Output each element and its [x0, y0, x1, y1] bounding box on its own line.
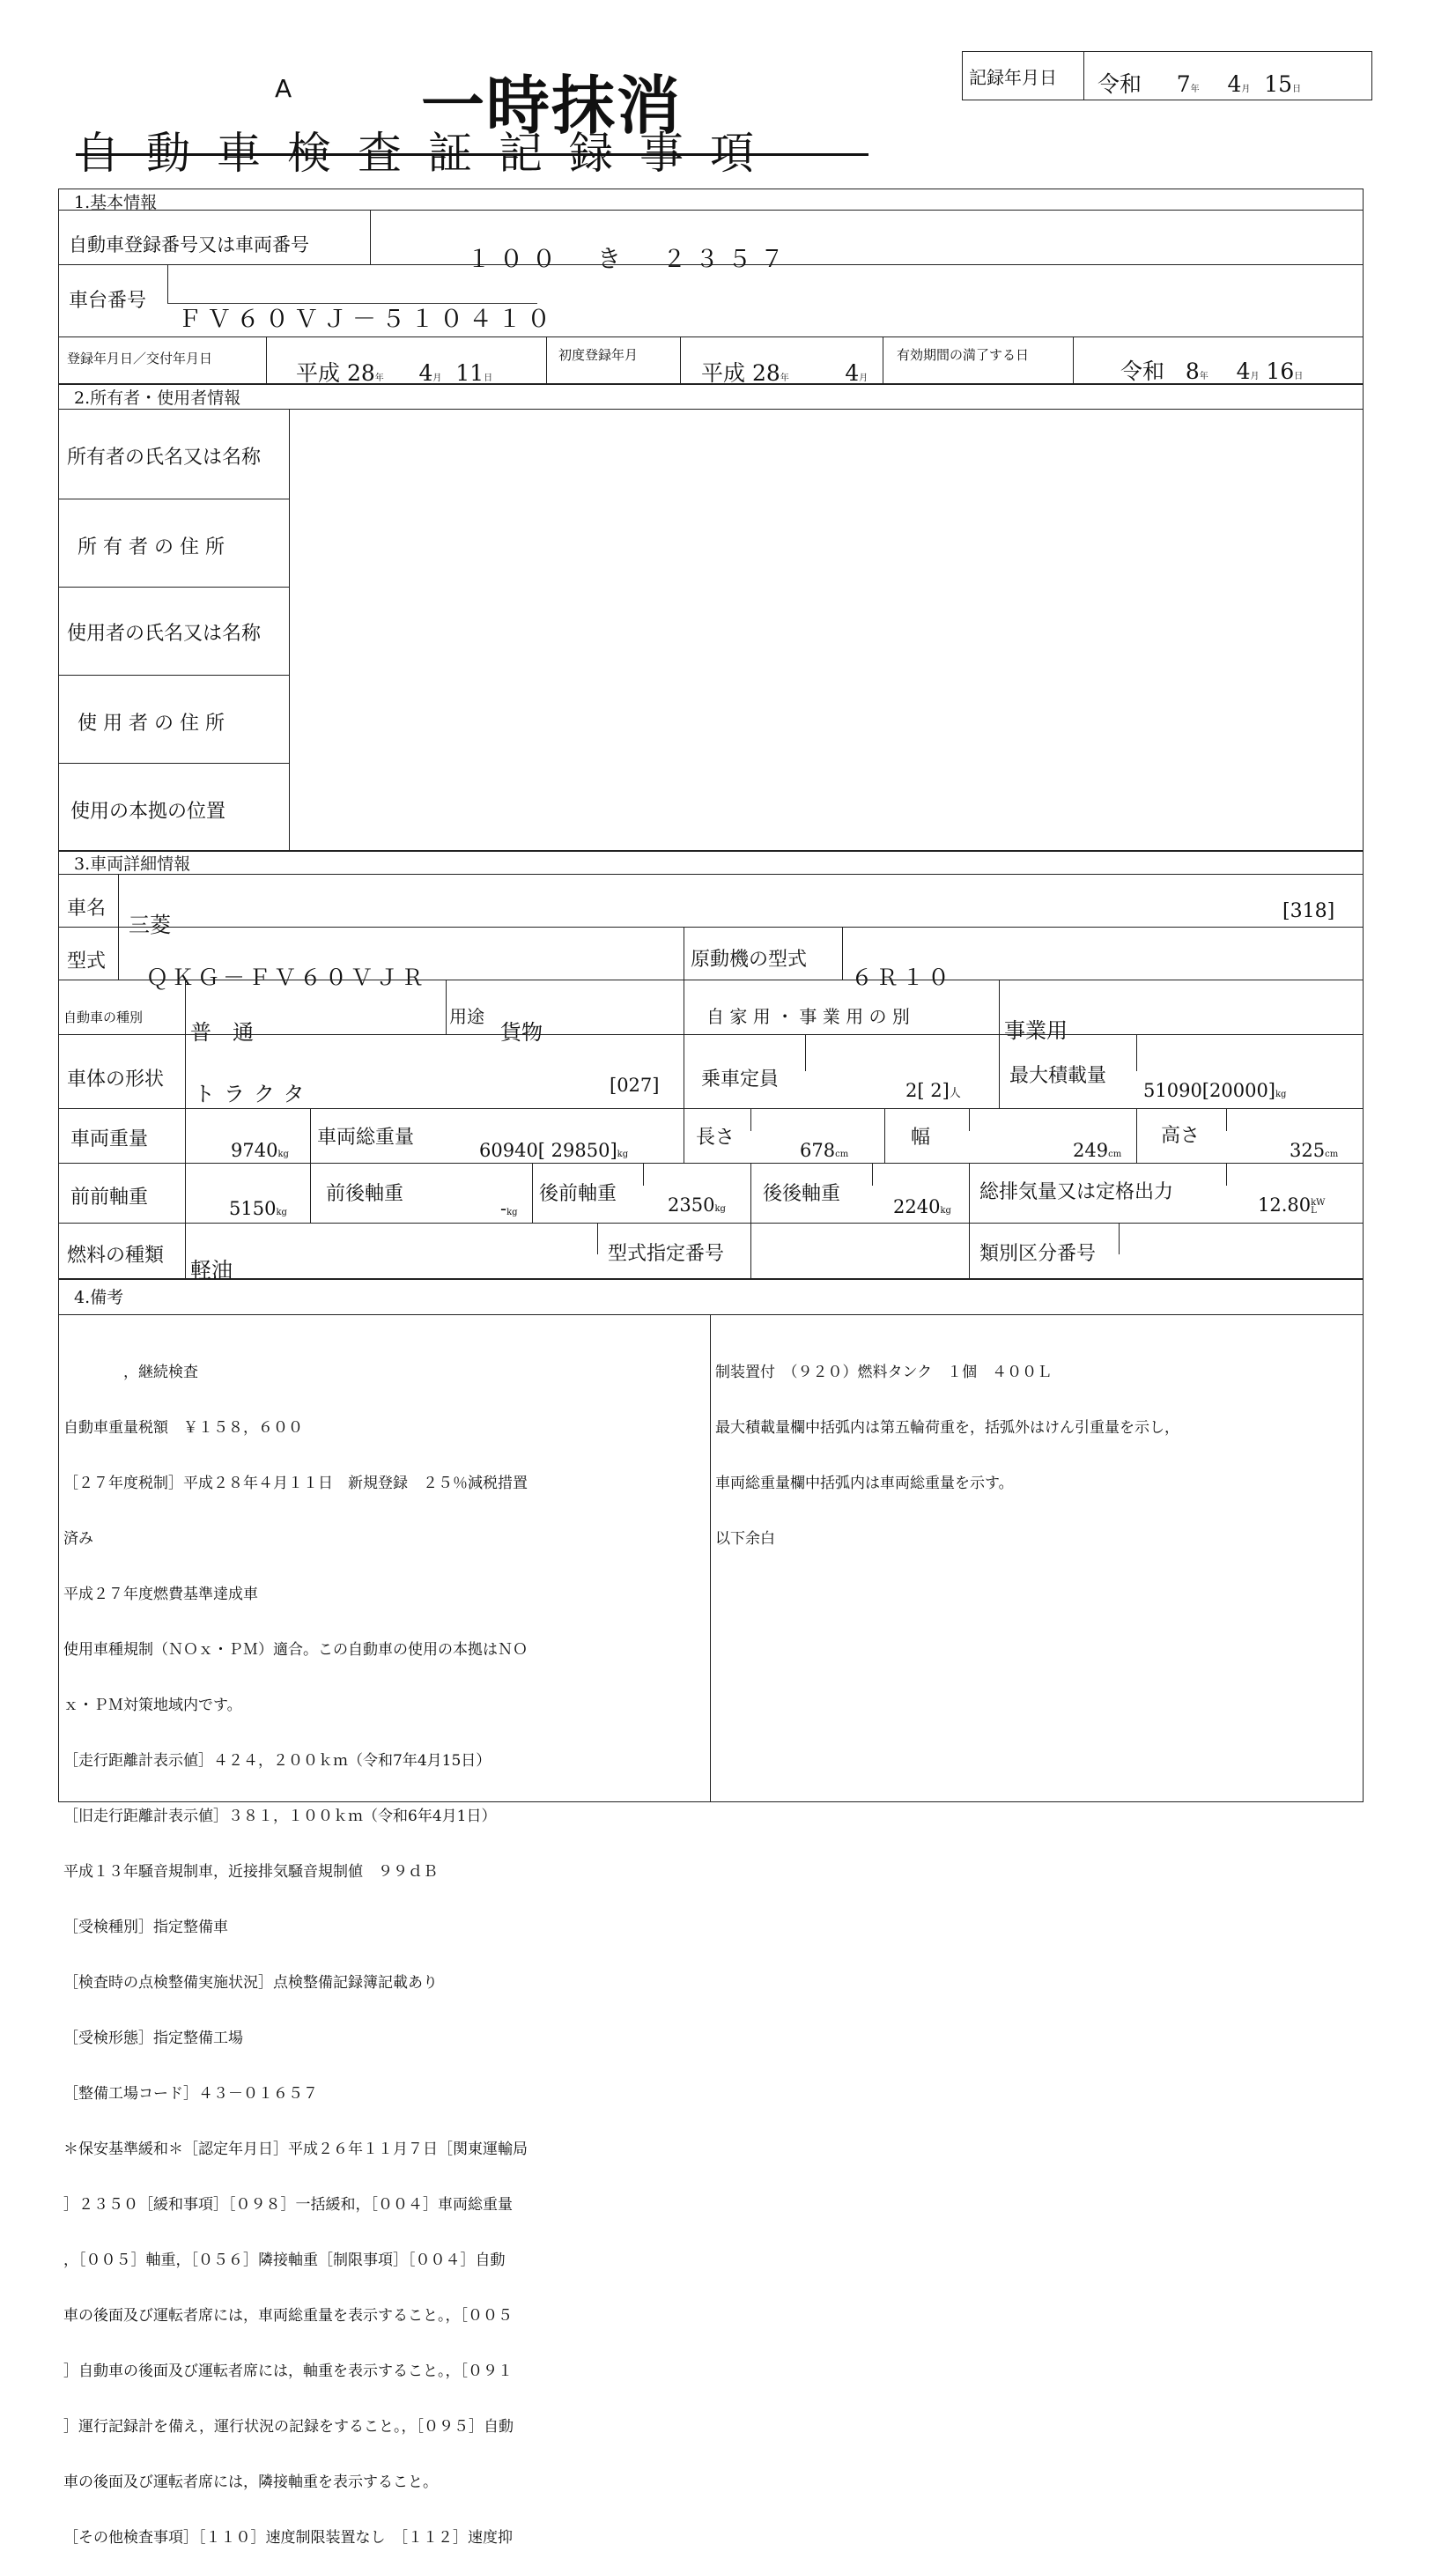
make-label: 車名 — [67, 898, 107, 920]
class-no-label: 類別区分番号 — [979, 1243, 1097, 1265]
displacement: 12.80 kW L — [1258, 1194, 1326, 1216]
reg-no-label: 自動車登録番号又は車両番号 — [69, 234, 309, 255]
rr-axle-label: 後後軸重 — [763, 1183, 841, 1205]
remark-line: ，継続検査 — [63, 1364, 198, 1381]
body-shape: トラクタ — [194, 1082, 314, 1106]
make: 三菱 — [129, 913, 171, 937]
chassis-no: ＦＶ６０ＶＪ－５１０４１０ — [178, 306, 556, 333]
gross-label: 車両総重量 — [317, 1127, 415, 1149]
remark-line: ［旧走行距離計表示値］３８１，１００ｋｍ（令和6年4月1日） — [63, 1808, 497, 1825]
section1-heading: 1.基本情報 — [74, 193, 158, 212]
remark-line: 済み — [63, 1530, 93, 1548]
width-label: 幅 — [911, 1127, 931, 1149]
record-date: 令和 7年 4月 15日 — [1098, 71, 1302, 97]
remark-line: ［整備工場コード］４３－０１６５７ — [63, 2085, 318, 2103]
remark-line: 車両総重量欄中括弧内は車両総重量を示す。 — [715, 1475, 1014, 1492]
owner-address-label: 所 有 者 の 住 所 — [78, 536, 225, 558]
model-label: 型式 — [67, 950, 107, 972]
reg-no: １００ き ２３５７ — [467, 246, 793, 273]
height-label: 高さ — [1161, 1125, 1201, 1147]
chassis-label: 車台番号 — [69, 290, 147, 312]
remarks-left — [63, 1327, 528, 2566]
fuel-type: 軽油 — [190, 1258, 233, 1283]
kind-label: 自動車の種別 — [63, 1009, 144, 1025]
user-name-label: 使用者の氏名又は名称 — [67, 623, 262, 645]
capacity: 2[ 2]人 — [905, 1080, 961, 1101]
cancellation-stamp: 一時抹消 — [421, 69, 683, 143]
title-strikethrough — [76, 153, 868, 156]
first-reg-date: 平成 28年 4月 — [701, 360, 868, 386]
section2-heading: 2.所有者・使用者情報 — [74, 388, 241, 408]
remark-line: 最大積載量欄中括弧内は第五輪荷重を，括弧外はけん引重量を示し， — [715, 1419, 1179, 1437]
section3-heading: 3.車両詳細情報 — [74, 854, 191, 874]
max-load: 51090[20000]kg — [1143, 1080, 1287, 1101]
owner-name-label: 所有者の氏名又は名称 — [67, 447, 262, 469]
private-business-label: 自 家 用 ・ 事 業 用 の 別 — [706, 1006, 910, 1027]
engine-model: ６Ｒ１０ — [851, 965, 954, 990]
type-no-label: 型式指定番号 — [608, 1243, 725, 1265]
first-reg-label: 初度登録年月 — [558, 347, 639, 363]
remark-line: ［受検種別］指定整備車 — [63, 1919, 228, 1936]
private-business: 事業用 — [1004, 1018, 1068, 1043]
remark-line: ［走行距離計表示値］４２４，２００ｋｍ（令和7年4月15日） — [63, 1752, 491, 1770]
rf-axle-weight: 2350kg — [668, 1194, 726, 1216]
remark-line: 使用車種規制（ＮＯｘ・ＰＭ）適合。この自動車の使用の本拠はＮＯ — [63, 1641, 528, 1659]
vehicle-kind: 普 通 — [190, 1020, 254, 1045]
model: ＱＫＧ－ＦＶ６０ＶＪＲ — [146, 965, 428, 990]
fr-axle-weight: -kg — [500, 1198, 518, 1219]
height: 325cm — [1290, 1140, 1339, 1161]
ff-axle-weight: 5150kg — [229, 1198, 287, 1219]
make-code: [318] — [1282, 900, 1335, 922]
use-label: 用途 — [449, 1006, 484, 1027]
reg-date: 平成 28年 4月 11日 — [296, 360, 493, 386]
expiry-date: 令和 8年 4月 16日 — [1120, 359, 1304, 384]
body-label: 車体の形状 — [67, 1069, 165, 1091]
remark-line: ［受検形態］指定整備工場 — [63, 2030, 243, 2047]
remark-line: ［２７年度税制］平成２８年４月１１日 新規登録 ２５％減税措置 — [63, 1475, 528, 1492]
rr-axle-weight: 2240kg — [893, 1196, 951, 1217]
remarks-right — [715, 1327, 1179, 1567]
displacement-label: 総排気量又は定格出力 — [979, 1181, 1174, 1203]
remark-line: 車の後面及び運転者席には，隣接軸重を表示すること。 — [63, 2474, 438, 2491]
remark-line: ］２３５０［緩和事項］［０９８］一括緩和，［００４］車両総重量 — [63, 2196, 513, 2214]
remark-line: 車の後面及び運転者席には，車両総重量を表示すること。，［００５ — [63, 2307, 513, 2325]
reg-date-label: 登録年月日／交付年月日 — [67, 351, 213, 366]
remark-line: ［その他検査事項］［１１０］速度制限装置なし ［１１２］速度抑 — [63, 2529, 513, 2547]
remark-line: 制装置付 （９２０）燃料タンク １個 ４００Ｌ — [715, 1364, 1053, 1381]
weight-label: 車両重量 — [70, 1128, 149, 1150]
width: 249cm — [1073, 1140, 1122, 1161]
length: 678cm — [800, 1140, 849, 1161]
rf-axle-label: 後前軸重 — [539, 1183, 617, 1205]
expiry-label: 有効期間の満了する日 — [897, 347, 1030, 363]
remark-line: ＊保安基準緩和＊［認定年月日］平成２６年１１月７日［関東運輸局 — [63, 2141, 528, 2158]
remark-line: 平成２７年度燃費基準達成車 — [63, 1586, 258, 1603]
remark-line: ｘ・ＰＭ対策地域内です。 — [63, 1697, 242, 1714]
ff-axle-label: 前前軸重 — [70, 1187, 149, 1209]
base-location-label: 使用の本拠の位置 — [70, 801, 226, 823]
remark-line: 以下余白 — [715, 1530, 775, 1548]
document-title — [76, 118, 780, 181]
record-date-label: 記録年月日 — [969, 67, 1057, 88]
length-label: 長さ — [696, 1127, 735, 1149]
form-code: A — [275, 74, 292, 103]
remark-line: ］運行記録計を備え，運行状況の記録をすること。，［０９５］自動 — [63, 2418, 514, 2436]
max-load-label: 最大積載量 — [1009, 1065, 1107, 1087]
fuel-label: 燃料の種類 — [67, 1245, 165, 1267]
user-address-label: 使 用 者 の 住 所 — [78, 713, 225, 735]
remark-line: ，［００５］軸重，［０５６］隣接軸重［制限事項］［００４］自動 — [63, 2252, 506, 2269]
title-text: 自動車検査証記録事項 — [76, 128, 780, 179]
gross-weight: 60940[ 29850]kg — [479, 1140, 629, 1161]
engine-label: 原動機の型式 — [691, 949, 808, 971]
remark-line: 平成１３年騒音規制車，近接排気騒音規制値 ９９ｄＢ — [63, 1863, 438, 1881]
remark-line: ［検査時の点検整備実施状況］点検整備記録簿記載あり — [63, 1974, 438, 1992]
section4-heading: 4.備考 — [74, 1288, 124, 1307]
remark-line: ］自動車の後面及び運転者席には，軸重を表示すること。，［０９１ — [63, 2363, 513, 2380]
vehicle-use: 貨物 — [500, 1020, 543, 1045]
body-code: [027] — [610, 1075, 660, 1096]
vehicle-weight: 9740kg — [231, 1140, 289, 1161]
remark-line: 自動車重量税額 ￥１５８，６００ — [63, 1419, 303, 1437]
capacity-label: 乗車定員 — [701, 1069, 780, 1091]
fr-axle-label: 前後軸重 — [326, 1183, 404, 1205]
